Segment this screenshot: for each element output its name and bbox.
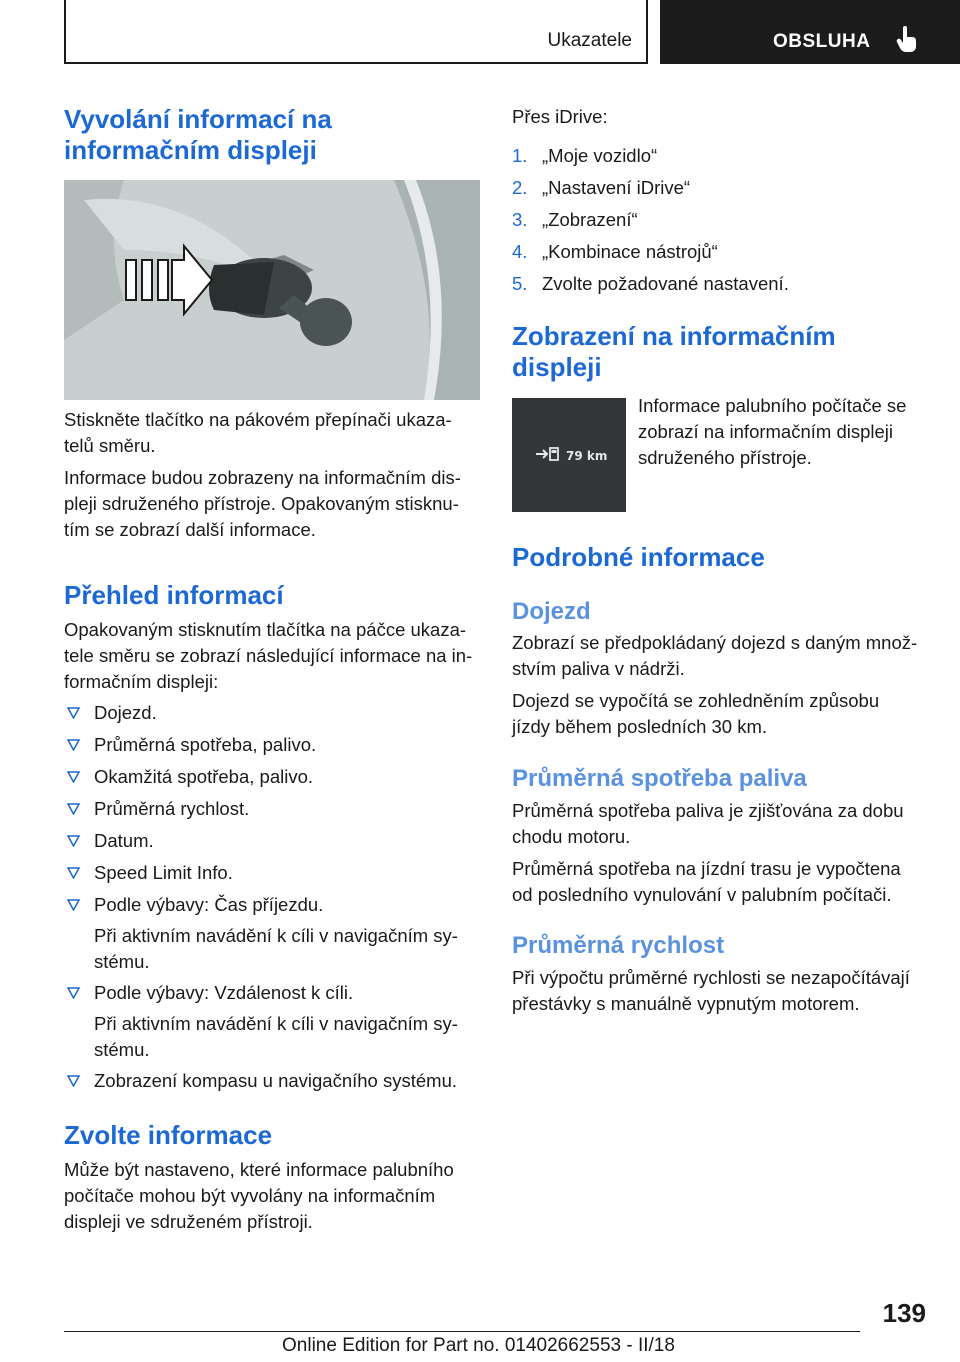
display-range-illustration <box>512 398 626 512</box>
paragraph-avg-speed <box>512 965 942 1017</box>
footer-edition: Online Edition for Part no. 01402662553 - II/18 <box>282 1335 675 1356</box>
list-item-text: Průměrná spotřeba, palivo. <box>94 734 317 755</box>
triangle-bullet-icon <box>67 1075 80 1087</box>
range-value-text: 79 km <box>566 449 608 463</box>
heading-call-info-text: Vyvolání informací na informačním displeji <box>64 104 332 165</box>
text-line: stvím paliva v nádrži. <box>512 658 685 679</box>
list-item-note: Při aktivním navádění k cíli v navigačním sy- <box>94 1013 458 1034</box>
text-line: sdruženého přístroje. <box>638 447 812 468</box>
list-item <box>512 239 932 271</box>
text-line: telů směru. <box>64 435 156 456</box>
paragraph-avg-fuel-1 <box>512 798 942 850</box>
text-line: Informace palubního počítače se <box>638 395 907 416</box>
paragraph-display <box>638 393 938 471</box>
text-line: jízdy během posledních 30 km. <box>512 716 768 737</box>
list-item <box>64 828 482 860</box>
list-item-text: Dojezd. <box>94 702 157 723</box>
text-line: Při výpočtu průměrné rychlosti se nezapočítávají <box>512 967 910 988</box>
section-title: Ukazatele <box>547 30 632 51</box>
list-item <box>512 207 932 239</box>
list-item <box>64 1068 482 1100</box>
list-item <box>512 175 932 207</box>
paragraph-avg-fuel-2 <box>512 856 942 908</box>
list-item <box>64 764 482 796</box>
triangle-bullet-icon <box>67 835 80 847</box>
step-number: 5. <box>512 273 528 294</box>
text-line: pleji sdruženého přístroje. Opakovaným stisknu- <box>64 493 459 514</box>
text-line: Průměrná spotřeba paliva je zjišťována za dobu <box>512 800 904 821</box>
list-item-text: Datum. <box>94 830 154 851</box>
page-number: 139 <box>882 1298 926 1328</box>
heading-select-info-text: Zvolte informace <box>64 1120 273 1150</box>
step-text: Zvolte požadované nastavení. <box>542 273 789 294</box>
text-line: od posledního vynulování v palubním počítači. <box>512 884 892 905</box>
list-item <box>64 732 482 764</box>
text-line: Zobrazí se předpokládaný dojezd s daným množ- <box>512 632 918 653</box>
text-line: Informace budou zobrazeny na informačním dis- <box>64 467 461 488</box>
display-figure-svg <box>512 398 626 512</box>
text-line: formačním displeji: <box>64 671 219 692</box>
triangle-bullet-icon <box>67 803 80 815</box>
paragraph-range-1 <box>512 630 942 682</box>
text-line: Dojezd se vypočítá se zohledněním způsobu <box>512 690 880 711</box>
list-item <box>512 143 932 175</box>
idrive-steps-list <box>512 143 932 303</box>
triangle-bullet-icon <box>67 899 80 911</box>
footer-divider <box>64 1331 860 1332</box>
step-number: 3. <box>512 209 528 230</box>
text-line: Průměrná spotřeba na jízdní trasu je vypočtena <box>512 858 901 879</box>
step-number: 1. <box>512 145 528 166</box>
info-bullet-list <box>64 700 482 1100</box>
step-number: 2. <box>512 177 528 198</box>
step-text: „Zobrazení“ <box>542 209 638 230</box>
list-item-text: Okamžitá spotřeba, palivo. <box>94 766 314 787</box>
triangle-bullet-icon <box>67 739 80 751</box>
list-item-text: Zobrazení kompasu u navigačního systému. <box>94 1070 457 1091</box>
heading-avg-speed-text: Průměrná rychlost <box>512 932 725 959</box>
list-item-text: Podle výbavy: Vzdálenost k cíli. <box>94 982 354 1003</box>
turn-signal-lever-illustration <box>64 180 480 400</box>
heading-overview-text: Přehled informací <box>64 580 284 610</box>
paragraph-select-info <box>64 1157 482 1235</box>
text-line: Opakovaným stisknutím tlačítka na páčce ukaza- <box>64 619 467 640</box>
text-line: tím se zobrazí další informace. <box>64 519 316 540</box>
paragraph-idrive <box>512 104 608 130</box>
step-text: „Nastavení iDrive“ <box>542 177 691 198</box>
triangle-bullet-icon <box>67 707 80 719</box>
list-item <box>64 980 482 1068</box>
list-item-text: Speed Limit Info. <box>94 862 233 883</box>
text-line: přestávky s manuálně vypnutým motorem. <box>512 993 860 1014</box>
triangle-bullet-icon <box>67 867 80 879</box>
text-line: tele směru se zobrazí následující informace na in- <box>64 645 473 666</box>
heading-avg-fuel-text: Průměrná spotřeba paliva <box>512 765 807 792</box>
paragraph-range-2 <box>512 688 942 740</box>
step-number: 4. <box>512 241 528 262</box>
step-text: „Moje vozidlo“ <box>542 145 658 166</box>
list-item <box>512 271 932 303</box>
text-line: Může být nastaveno, které informace palubního <box>64 1159 454 1180</box>
heading-avg-speed <box>512 931 724 960</box>
heading-call-info <box>64 104 482 166</box>
hand-pointer-icon <box>896 26 918 52</box>
heading-display <box>512 321 932 383</box>
chapter-tab <box>660 0 960 64</box>
list-item-note: stému. <box>94 951 150 972</box>
heading-range <box>512 597 591 626</box>
heading-details <box>512 542 765 573</box>
list-item-text: Podle výbavy: Čas příjezdu. <box>94 894 324 915</box>
text-line: chodu motoru. <box>512 826 631 847</box>
heading-select-info <box>64 1120 272 1151</box>
step-text: „Kombinace nástrojů“ <box>542 241 718 262</box>
lever-figure-svg <box>64 180 480 400</box>
list-item-text: Průměrná rychlost. <box>94 798 250 819</box>
paragraph-info-shown <box>64 465 482 543</box>
list-item-note: Při aktivním navádění k cíli v navigačním sy- <box>94 925 458 946</box>
paragraph-overview <box>64 617 482 695</box>
chapter-tab-label: OBSLUHA <box>773 31 871 52</box>
paragraph-press-button <box>64 407 482 459</box>
list-item-note: stému. <box>94 1039 150 1060</box>
text-line: Stiskněte tlačítko na pákovém přepínači ukaza- <box>64 409 452 430</box>
text-line: displeji ve sdruženém přístroji. <box>64 1211 313 1232</box>
text-line: počítače mohou být vyvolány na informačním <box>64 1185 436 1206</box>
heading-line: displeji <box>512 352 602 382</box>
text-line: Přes iDrive: <box>512 106 608 127</box>
list-item <box>64 700 482 732</box>
heading-range-text: Dojezd <box>512 598 591 625</box>
list-item <box>64 860 482 892</box>
heading-avg-fuel <box>512 764 807 793</box>
heading-overview <box>64 580 284 611</box>
header-section-box <box>64 0 648 64</box>
text-line: zobrazí na informačním displeji <box>638 421 893 442</box>
heading-details-text: Podrobné informace <box>512 542 765 572</box>
triangle-bullet-icon <box>67 771 80 783</box>
list-item <box>64 796 482 828</box>
triangle-bullet-icon <box>67 987 80 999</box>
list-item <box>64 892 482 980</box>
heading-line: Zobrazení na informačním <box>512 321 836 351</box>
